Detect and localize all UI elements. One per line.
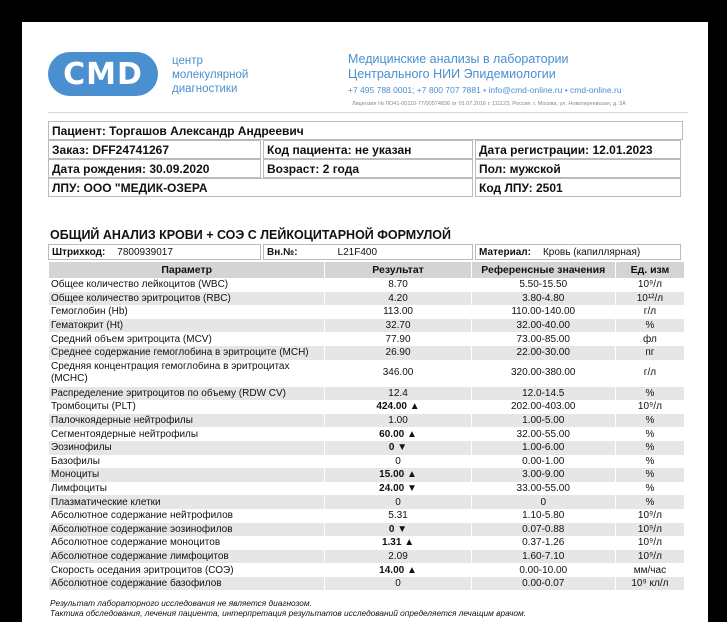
- param-name: Гематокрит (Ht): [49, 319, 324, 333]
- param-name: Абсолютное содержание базофилов: [49, 577, 324, 591]
- unit: %: [645, 483, 655, 495]
- unit: %: [616, 414, 684, 428]
- reference-range: 0.00-10.00: [519, 564, 568, 576]
- org-line: Центрального НИИ Эпидемиологии: [348, 67, 556, 81]
- table-row: [49, 550, 684, 564]
- sample-meta: [48, 244, 685, 260]
- param-name: Палочкоядерные нейтрофилы: [49, 414, 324, 428]
- unit: 10⁹/л: [637, 401, 662, 413]
- unit: %: [616, 387, 684, 401]
- table-row: [49, 414, 684, 428]
- material-value: Кровь (капиллярная): [542, 247, 641, 258]
- result-value: 346.00: [382, 367, 414, 379]
- unit: %: [616, 319, 684, 333]
- table-row: [49, 509, 684, 523]
- internal-label: Вн.№:: [267, 247, 298, 258]
- col-header: Ед. изм: [616, 262, 684, 278]
- result-value: 26.90: [325, 346, 470, 360]
- header-divider: [48, 112, 688, 113]
- table-row: [49, 346, 684, 360]
- unit: 10⁹ кл/л: [616, 577, 684, 591]
- param-name: Абсолютное содержание моноцитов: [51, 537, 221, 549]
- org-line: Медицинские анализы в лаборатории: [348, 52, 569, 66]
- table-row: [49, 332, 684, 346]
- age: Возраст: 2 года: [263, 159, 473, 178]
- unit: г/л: [643, 306, 657, 318]
- reference-range: 1.10-5.80: [522, 510, 565, 522]
- result-value: 14.00 ▲: [379, 564, 417, 576]
- result-value: 0 ▼: [325, 441, 470, 455]
- table-row: [49, 400, 684, 414]
- reference-range: 110.00-140.00: [511, 306, 576, 318]
- param-name: Абсолютное содержание нейтрофилов: [51, 510, 233, 522]
- param-name: Сегментоядерные нейтрофилы: [51, 428, 199, 440]
- result-value: 5.31: [388, 510, 408, 522]
- param-name: Общее количество лейкоцитов (WBC): [51, 279, 229, 291]
- patient-info: [48, 121, 685, 197]
- table-row: [49, 441, 684, 455]
- barcode-label: Штрихкод:: [52, 247, 106, 258]
- result-value: 4.20: [325, 292, 470, 306]
- internal-value: L21F400: [337, 247, 378, 258]
- reference-range: 0: [472, 495, 615, 509]
- reference-range: 202.00-403.00: [510, 401, 576, 413]
- unit: 10⁹/л: [637, 537, 662, 549]
- param-name: Скорость оседания эритроцитов (СОЭ): [51, 564, 234, 576]
- result-value: 0: [325, 577, 470, 591]
- unit: %: [616, 468, 684, 482]
- reference-range: 32.00-40.00: [472, 319, 615, 333]
- report-page: [22, 22, 708, 622]
- table-row: [49, 278, 684, 292]
- disclaimer-line: Тактика обследования, лечения пациента, интерпретация результатов исследований определяется лечащим врачом.: [50, 608, 527, 618]
- col-header: Результат: [325, 262, 470, 278]
- org-block: [348, 52, 688, 97]
- order-number: Заказ: DFF24741267: [48, 140, 261, 159]
- table-row: [49, 319, 684, 333]
- registration-date: Дата регистрации: 12.01.2023: [475, 140, 681, 159]
- result-value: 24.00 ▼: [379, 483, 417, 495]
- sex: Пол: мужской: [475, 159, 681, 178]
- param-name: Распределение эритроцитов по объему (RDW CV): [49, 387, 324, 401]
- result-value: 32.70: [325, 319, 470, 333]
- disclaimer-line: Результат лабораторного исследования не является диагнозом.: [50, 598, 312, 608]
- param-name: Средний объем эритроцита (MCV): [51, 333, 212, 345]
- table-row: [49, 482, 684, 496]
- results-table: [48, 262, 685, 590]
- param-name: Лимфоциты: [51, 483, 107, 495]
- unit: 10⁹/л: [616, 550, 684, 564]
- unit: %: [616, 441, 684, 455]
- reference-range: 0.00-0.07: [472, 577, 615, 591]
- contacts: +7 495 788 0001; +7 800 707 7881 • info@cmd-online.ru • cmd-online.ru: [348, 85, 622, 95]
- param-name: Моноциты: [49, 468, 324, 482]
- param-name: Средняя концентрация гемоглобина в эритроцитах (MCHC): [51, 361, 290, 385]
- unit: 10⁹/л: [637, 279, 662, 291]
- param-name: Среднее содержание гемоглобина в эритроците (MCH): [49, 346, 324, 360]
- reference-range: 32.00-55.00: [516, 428, 570, 440]
- lpu: ЛПУ: ООО "МЕДИК-ОЗЕРА: [48, 178, 473, 197]
- unit: 10⁹/л: [637, 510, 662, 522]
- unit: %: [616, 495, 684, 509]
- barcode-value: 7800939017: [117, 247, 173, 258]
- reference-range: 1.00-5.00: [472, 414, 615, 428]
- reference-range: 0.00-1.00: [522, 455, 565, 467]
- result-value: 0: [325, 495, 470, 509]
- table-row: [49, 468, 684, 482]
- result-value: 15.00 ▲: [325, 468, 470, 482]
- reference-range: 3.00-9.00: [472, 468, 615, 482]
- reference-range: 0.07-0.88: [472, 523, 615, 537]
- table-row: [49, 495, 684, 509]
- unit: %: [645, 428, 655, 440]
- param-name: Абсолютное содержание лимфоцитов: [49, 550, 324, 564]
- table-row: [49, 523, 684, 537]
- reference-range: 320.00-380.00: [510, 367, 576, 379]
- unit: %: [645, 455, 655, 467]
- table-row: [49, 387, 684, 401]
- result-value: 0: [395, 455, 401, 467]
- col-header: Параметр: [49, 262, 324, 278]
- reference-range: 1.60-7.10: [472, 550, 615, 564]
- result-value: 77.90: [385, 333, 411, 345]
- param-name: Плазматические клетки: [49, 495, 324, 509]
- reference-range: 12.0-14.5: [472, 387, 615, 401]
- result-value: 113.00: [383, 306, 413, 318]
- result-value: 2.09: [325, 550, 470, 564]
- license-text: Лицензия № ЛО41-00110-77/00574836 от 01.07.2016 г. 111123, Россия, г. Москва, ул. Новогиреевская, д. 3А: [352, 101, 626, 107]
- reference-range: 73.00-85.00: [516, 333, 570, 345]
- unit: 10¹²/л: [616, 292, 684, 306]
- unit: 10⁹/л: [616, 523, 684, 537]
- brand-line: диагностики: [172, 83, 238, 95]
- table-row: [49, 577, 684, 591]
- reference-range: 33.00-55.00: [516, 483, 570, 495]
- table-row: [49, 455, 684, 469]
- param-name: Общее количество эритроцитов (RBC): [49, 292, 324, 306]
- col-header: Референсные значения: [472, 262, 615, 278]
- unit: г/л: [643, 367, 657, 379]
- unit: пг: [616, 346, 684, 360]
- material-label: Материал:: [479, 247, 531, 258]
- table-row: [49, 427, 684, 441]
- brand-line: молекулярной: [172, 69, 249, 81]
- patient-code: Код пациента: не указан: [263, 140, 473, 159]
- disclaimer: [50, 598, 526, 618]
- reference-range: 5.50-15.50: [519, 279, 568, 291]
- table-row: [49, 305, 684, 319]
- unit: мм/час: [633, 564, 667, 576]
- cmd-logo: [48, 52, 158, 96]
- param-name: Абсолютное содержание эозинофилов: [49, 523, 324, 537]
- barcode-cell: [48, 244, 261, 260]
- result-value: 1.31 ▲: [381, 537, 415, 549]
- internal-cell: [263, 244, 473, 260]
- brand-name: [172, 54, 248, 96]
- reference-range: 1.00-6.00: [472, 441, 615, 455]
- reference-range: 3.80-4.80: [472, 292, 615, 306]
- result-value: 424.00 ▲: [376, 401, 420, 413]
- result-value: 0 ▼: [325, 523, 470, 537]
- param-name: Тромбоциты (PLT): [51, 401, 136, 413]
- table-row: [49, 292, 684, 306]
- material-cell: [475, 244, 681, 260]
- analysis-title: ОБЩИЙ АНАЛИЗ КРОВИ + СОЭ С ЛЕЙКОЦИТАРНОЙ ФОРМУЛОЙ: [50, 228, 452, 242]
- reference-range: 22.00-30.00: [472, 346, 615, 360]
- result-value: 60.00 ▲: [379, 428, 417, 440]
- brand-line: центр: [172, 55, 203, 67]
- birth-date: Дата рождения: 30.09.2020: [48, 159, 261, 178]
- lpu-code: Код ЛПУ: 2501: [475, 178, 681, 197]
- table-row: [49, 563, 684, 577]
- result-value: 8.70: [388, 279, 408, 291]
- reference-range: 0.37-1.26: [522, 537, 565, 549]
- patient-name: Пациент: Торгашов Александр Андреевич: [48, 121, 683, 140]
- table-row: [49, 536, 684, 550]
- logo-text: CMD: [63, 56, 143, 92]
- param-name: Эозинофилы: [49, 441, 324, 455]
- param-name: Гемоглобин (Hb): [51, 306, 128, 318]
- param-name: Базофилы: [51, 455, 100, 467]
- table-row: [49, 360, 684, 387]
- right-edge: [708, 0, 727, 600]
- result-value: 1.00: [325, 414, 470, 428]
- result-value: 12.4: [325, 387, 470, 401]
- unit: фл: [643, 333, 657, 345]
